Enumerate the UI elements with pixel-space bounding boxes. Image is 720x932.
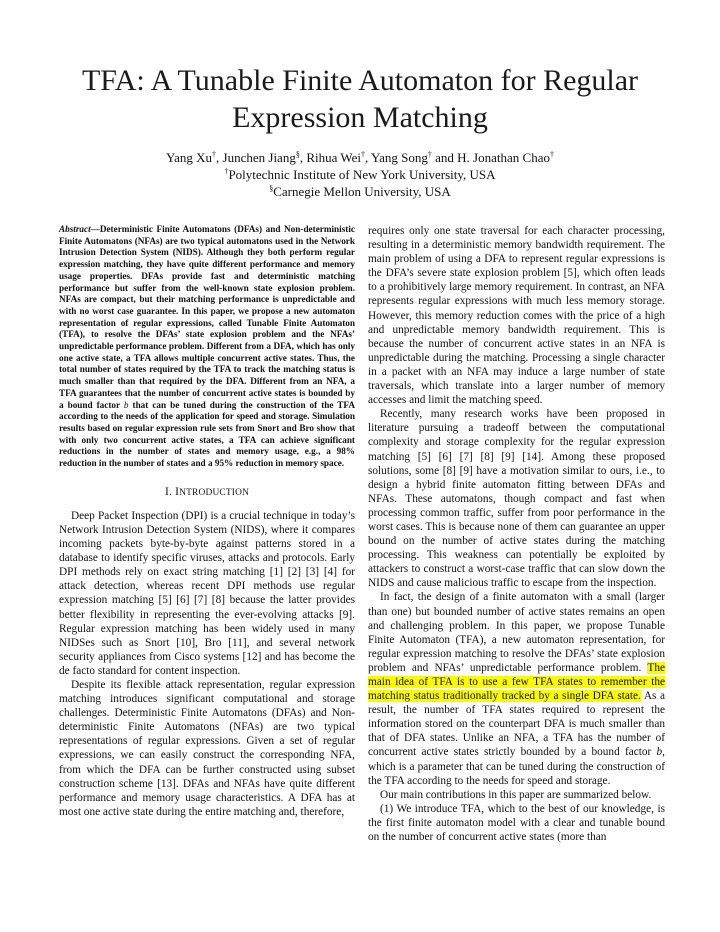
author-mark: † <box>212 150 217 159</box>
author-mark: † <box>361 150 366 159</box>
paper-title: TFA: A Tunable Finite Automaton for Regular Expression Matching <box>81 64 639 134</box>
author-separator: , <box>299 150 307 165</box>
section-heading <box>59 485 355 500</box>
bound-factor-variable: b <box>656 746 663 759</box>
body-paragraph: Deep Packet Inspection (DPI) is a crucial technique in today’s Network Intrusion Detection System (NIDS), where it compares incoming packets byte-by-byte against patterns stored in a database to identify specific viruses, attacks and protocols. Early DPI methods rely on exact string matching [1] [2] [3] [4] for attack detection, whereas recent DPI methods use regular expression matching [5] [6] [7] [8] because the latter provides better flexibility in representing the ever-evolving attacks [9]. Regular expression matching has been widely used in many NIDSes such as Snort [10], Bro [11], and several network security appliances from Cisco systems [12] and has become the de facto standard for content inspection. <box>59 509 355 677</box>
affiliation <box>40 166 680 183</box>
author-name: H. Jonathan Chao <box>457 150 550 165</box>
body-paragraph: Our main contributions in this paper are summarized below. <box>380 788 652 801</box>
body-paragraph: Recently, many research works have been proposed in literature pursuing a tradeoff between the computational complexity and storage complexity for the regular expression matching [5] [6] [7] [8] [9] [14]. Among these proposed solutions, some [8] [9] have a motivation similar to ours, i.e., to design a hybrid finite automaton fitting between DFAs and NFAs. These automatons, though compact and fast when processing common traffic, suffer from poor performance in the worst cases. This is because none of them can guarantee an upper bound on the number of active states during the matching processing. This weakness can potentially be exploited by attackers to construct a worst-case traffic that can slow down the NIDS and cause malicious traffic to escape from the inspection. <box>368 408 665 590</box>
abstract-variable: b <box>123 399 129 410</box>
author-name: Yang Xu <box>166 150 213 165</box>
author-name: Junchen Jiang <box>222 150 296 165</box>
body-paragraph: (1) We introduce TFA, which to the best of our knowledge, is the first finite automaton model with a clear and tunable bound on the number of concurrent active states (more than <box>368 802 665 844</box>
abstract-label: Abstract <box>59 224 91 234</box>
author-separator: and <box>431 150 458 165</box>
abstract <box>59 224 355 470</box>
author-mark: † <box>549 150 554 159</box>
author-name: Rihua Wei <box>306 150 362 165</box>
body-paragraph: requires only one state traversal for each character processing, resulting in a deterministic memory bandwidth requirement. The main problem of using a DFA to represent regular expressions is the DFA’s severe state explosion problem [5], which often leads to a prohibitively large memory requirement. In contrast, an NFA represents regular expressions with much less memory storage. However, this memory reduction comes with the price of a high and unpredictable memory bandwidth requirement. This is because the number of concurrent active states in an NFA is unpredictable during the matching. Processing a single character in a packet with an NFA may induce a large number of state traversals, which translate into a larger number of memory accesses and limit the matching speed. <box>368 225 665 407</box>
section-numeral: I. <box>164 485 173 498</box>
paragraph-text: In fact, the design of a finite automaton with a small (larger than one) but bounded number of active states remains an open and challenging problem. In this paper, we propose Tunable Finite Automaton (TFA), a new automaton representation, for regular expression matching to resolve the DFAs’ state explosion problem and NFAs’ unpredictable performance problem. <box>368 591 665 674</box>
abstract-text: —Deterministic Finite Automatons (DFAs) and Non-deterministic Finite Automatons (NFAs) are two typical automatons used in the Network Intrusion Detection System (NIDS). Although they both perform regular expression matching, they have quite different performance and memory usage properties. DFAs provide fast and deterministic matching performance but suffer from the well-known state explosion problem. NFAs are compact, but their matching performance is unpredictable and with no worst case guarantee. In this paper, we propose a new automaton representation of regular expressions, called Tunable Finite Automaton (TFA), to resolve the DFAs’ state explosion problem and the NFAs’ unpredictable performance problem. Different from a DFA, which has only one active state, a TFA allows multiple concurrent active states. Thus, the total number of states required by the TFA to track the matching status is much smaller than that required by the DFA. Different from an NFA, a TFA guarantees that the number of concurrent active states is bounded by a bound factor <box>59 224 355 410</box>
affiliation-mark: † <box>224 167 229 176</box>
highlighted-sentence: The main idea of TFA is to use a few TFA states to remember the matching status traditionally tracked by a single DFA state. <box>368 661 665 703</box>
section-first-letter: I <box>175 485 180 498</box>
affiliation-text: Carnegie Mellon University, USA <box>273 184 451 199</box>
author-separator: , <box>216 150 223 165</box>
author-separator: , <box>365 150 372 165</box>
body-paragraph: Despite its flexible attack representation, regular expression matching introduces significant computational and storage challenges. Deterministic Finite Automatons (DFAs) and Non-deterministic Finite Automatons (NFAs) are two typical representations of regular expressions. Given a set of regular expressions, we can easily construct the corresponding NFA, from which the DFA can be further constructed using subset construction scheme [13]. DFAs and NFAs have quite different performance and memory usage characteristics. A DFA has at most one active state during the entire matching and, therefore, <box>59 678 355 818</box>
author-list <box>40 149 680 166</box>
paragraph-text: As a result, the number of TFA states required to represent the information stored on the counterpart DFA is much smaller than that of DFA states. Unlike an NFA, a TFA has the number of concurrent active states strictly bounded by a bound factor <box>368 690 666 759</box>
author-mark: † <box>427 150 432 159</box>
affiliation-mark: § <box>269 184 274 193</box>
author-mark: § <box>295 150 300 159</box>
author-name: Yang Song <box>371 150 428 165</box>
body-paragraph <box>368 590 665 787</box>
right-column <box>368 224 665 844</box>
affiliation <box>40 183 680 200</box>
affiliation-text: Polytechnic Institute of New York University, USA <box>228 167 496 182</box>
left-column <box>59 224 355 819</box>
section-rest: NTRODUCTION <box>179 487 250 498</box>
paragraph-text: , which is a parameter that can be tuned during the construction of the TFA according to the needs for speed and storage. <box>368 746 665 787</box>
abstract-tail: that can be tuned during the construction of the TFA according to the needs of the application for speed and storage. Simulation results based on regular expression rule sets from Snort and Bro show that with only two concurrent active states, a TFA can achieve significant reductions in the number of states and memory usage, e.g., a 98% reduction in the number of states and a 95% reduction in memory space. <box>59 399 355 469</box>
